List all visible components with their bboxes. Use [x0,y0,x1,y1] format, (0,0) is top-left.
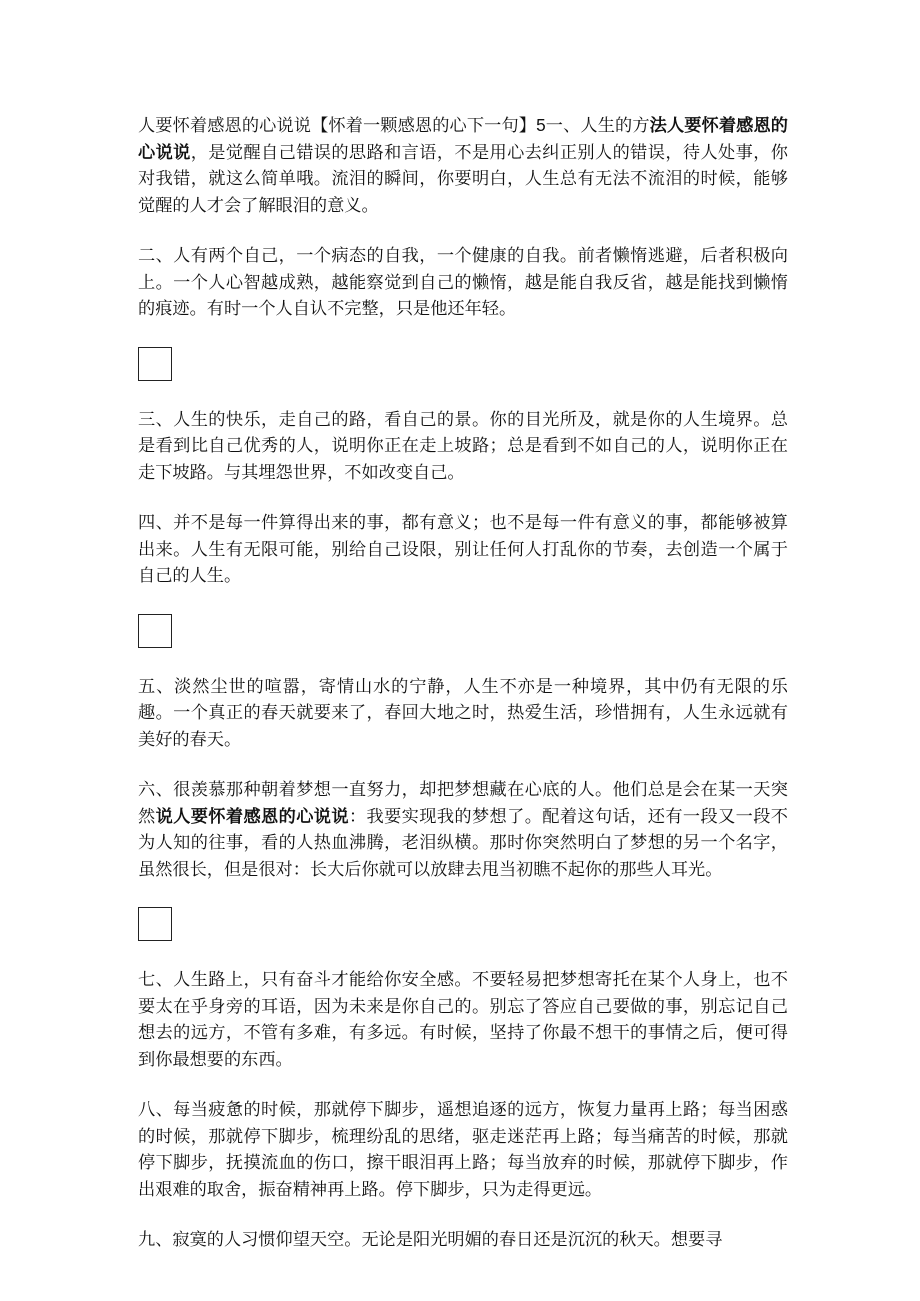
p2-body: 二、人有两个自己，一个病态的自我，一个健康的自我。前者懒惰逃避，后者积极向上。一个人心智越成熟，越能察觉到自己的懒惰，越是能自我反省，越是能找到懒惰的痕迹。有时一个人自认不完整，只是他还年轻。 [138,246,788,319]
paragraph-4 [138,510,788,590]
p9-body: 九、寂寞的人习惯仰望天空。无论是阳光明媚的春日还是沉沉的秋天。想要寻 [138,1230,723,1250]
p7-body: 七、人生路上，只有奋斗才能给你安全感。不要轻易把梦想寄托在某个人身上，也不要太在乎身旁的耳语，因为未来是你自己的。别忘了答应自己要做的事，别忘记自己想去的远方，不管有多难，有多远。有时候，坚持了你最不想干的事情之后，便可得到你最想要的东西。 [138,970,788,1070]
p1-intro: 人要怀着感恩的心说说【怀着一颗感恩的心下一句】 [138,116,537,136]
paragraph-2 [138,243,788,323]
paragraph-9 [138,1227,788,1254]
paragraph-6 [138,777,788,883]
p4-body: 四、并不是每一件算得出来的事，都有意义；也不是每一件有意义的事，都能够被算出来。人生有无限可能，别给自己设限，别让任何人打乱你的节奏，去创造一个属于自己的人生。 [138,513,788,586]
broken-image-placeholder [138,347,172,381]
document-page [138,112,788,1278]
broken-image-placeholder [138,907,172,941]
p6-lead: 六、很羡慕那种朝着梦想一直努力，却把梦想藏在心底的人。他们总是会在某一天突然 [138,780,788,827]
p1-lead: 一、人生的方 [545,116,650,136]
broken-image-placeholder [138,614,172,648]
p6-bold-keyword: 说人要怀着感恩的心说说 [155,806,349,827]
p3-body: 三、人生的快乐，走自己的路，看自己的景。你的目光所及，就是你的人生境界。总是看到比自己优秀的人，说明你正在走上坡路；总是看到不如自己的人，说明你正在走下坡路。与其埋怨世界，不如改变自己。 [138,409,788,483]
p1-number: 5 [536,115,546,135]
paragraph-3 [138,407,788,487]
p8-body: 八、每当疲惫的时候，那就停下脚步，遥想追逐的远方，恢复力量再上路；每当困惑的时候，那就停下脚步，梳理纷乱的思绪，驱走迷茫再上路；每当痛苦的时候，那就停下脚步，抚摸流血的伤口，擦干眼泪再上路；每当放弃的时候，那就停下脚步，作出艰难的取舍，振奋精神再上路。停下脚步，只为走得更远。 [138,1100,788,1200]
paragraph-1 [138,112,788,219]
p1-body: ，是觉醒自己错误的思路和言语，不是用心去纠正别人的错误，待人处事，你对我错，就这么简单哦。流泪的瞬间，你要明白，人生总有无法不流泪的时候，能够觉醒的人才会了解眼泪的意义。 [138,142,788,216]
paragraph-7 [138,967,788,1073]
p6-body: ：我要实现我的梦想了。配着这句话，还有一段又一段不为人知的往事，看的人热血沸腾，老泪纵横。那时你突然明白了梦想的另一个名字，虽然很长，但是很对：长大后你就可以放肆去甩当初瞧不起你的那些人耳光。 [138,806,788,880]
paragraph-5 [138,674,788,754]
paragraph-8 [138,1097,788,1203]
p5-body: 五、淡然尘世的喧嚣，寄情山水的宁静，人生不亦是一种境界，其中仍有无限的乐趣。一个真正的春天就要来了，春回大地之时，热爱生活，珍惜拥有，人生永远就有美好的春天。 [138,676,788,750]
p1-bold-keyword: 法人要怀着感恩的心说说 [138,116,788,163]
